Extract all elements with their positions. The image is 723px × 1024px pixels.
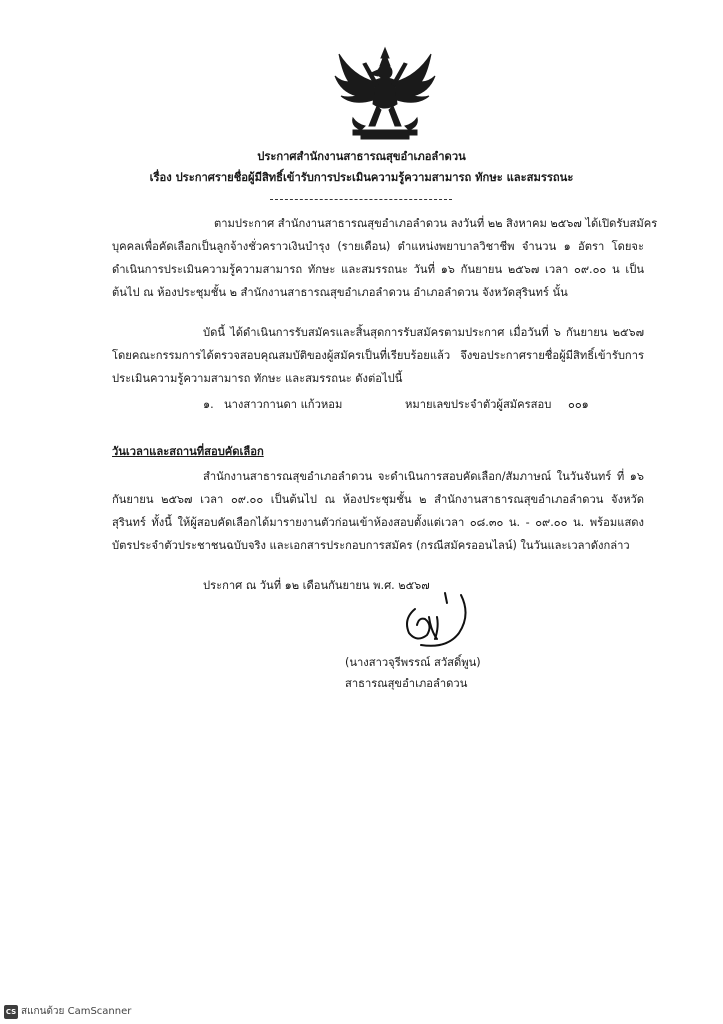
paragraph2-line2: โดยคณะกรรมการได้ตรวจสอบคุณสมบัติของผู้สมัครเป็นที่เรียบร้อยแล้ว จึงขอประกาศรายชื่อผู้มีสิทธิ์เข้ารับการ (112, 349, 644, 362)
document-title: ประกาศสำนักงานสาธารณสุขอำเภอลำดวน (257, 150, 466, 163)
candidate-id-value: ๐๐๑ (568, 398, 589, 411)
title-divider (270, 199, 452, 200)
scanner-watermark (4, 1004, 131, 1019)
exam-line2: กันยายน ๒๕๖๗ เวลา ๐๙.๐๐ เป็นต้นไป ณ ห้องประชุมชั้น ๒ สำนักงานสาธารณสุขอำเภอลำดวน จังหวัด (112, 493, 644, 506)
paragraph2-line3: ประเมินความรู้ความสามารถ ทักษะ และสมรรถนะ ดังต่อไปนี้ (112, 372, 403, 385)
signatory-position: สาธารณสุขอำเภอลำดวน (345, 677, 468, 690)
paragraph1-line3: ดำเนินการประเมินความรู้ความสามารถ ทักษะ และสมรรถนะ วันที่ ๑๖ กันยายน ๒๕๖๗ เวลา ๐๙.๐๐ น เป็น (112, 263, 644, 276)
paragraph1-line4: ต้นไป ณ ห้องประชุมชั้น ๒ สำนักงานสาธารณสุขอำเภอลำดวน อำเภอลำดวน จังหวัดสุรินทร์ นั้น (112, 286, 568, 299)
exam-line3: สุรินทร์ ทั้งนี้ ให้ผู้สอบคัดเลือกได้มารายงานตัวก่อนเข้าห้องสอบตั้งแต่เวลา ๐๘.๓๐ น. - ๐๙.๐๐ น. พร้อมแสดง (112, 516, 644, 529)
signatory-name: (นางสาวจุรีพรรณ์ สวัสดิ์พูน) (345, 656, 481, 669)
candidate-number: ๑. (203, 398, 214, 411)
exam-line1: สำนักงานสาธารณสุขอำเภอลำดวน จะดำเนินการสอบคัดเลือก/สัมภาษณ์ ในวันจันทร์ ที่ ๑๖ (203, 470, 644, 483)
paragraph1-line2: บุคคลเพื่อคัดเลือกเป็นลูกจ้างชั่วคราวเงินบำรุง (รายเดือน) ตำแหน่งพยาบาลวิชาชีพ จำนวน ๑ อัตรา โดยจะ (112, 240, 644, 253)
paragraph2-line1: บัดนี้ ได้ดำเนินการรับสมัครและสิ้นสุดการรับสมัครตามประกาศ เมื่อวันที่ ๖ กันยายน ๒๕๖๗ (203, 326, 644, 339)
garuda-emblem-icon (331, 46, 439, 142)
scanner-watermark-text: สแกนด้วย CamScanner (21, 1006, 132, 1017)
exam-line4: บัตรประจำตัวประชาชนฉบับจริง และเอกสารประกอบการสมัคร (กรณีสมัครออนไลน์) ในวันและเวลาดังกล่าว (112, 539, 630, 552)
exam-section-heading: วันเวลาและสถานที่สอบคัดเลือก (112, 445, 264, 458)
camscanner-logo-icon: CS (4, 1005, 18, 1019)
candidate-name: นางสาวกานดา แก้วหอม (224, 398, 343, 411)
paragraph1-line1: ตามประกาศ สำนักงานสาธารณสุขอำเภอลำดวน ลงวันที่ ๒๒ สิงหาคม ๒๕๖๗ ได้เปิดรับสมัคร (214, 217, 658, 230)
announcement-date: ประกาศ ณ วันที่ ๑๒ เดือนกันยายน พ.ศ. ๒๕๖๗ (203, 579, 430, 592)
candidate-id-label: หมายเลขประจำตัวผู้สมัครสอบ (405, 398, 552, 411)
document-subject: เรื่อง ประกาศรายชื่อผู้มีสิทธิ์เข้ารับการประเมินความรู้ความสามารถ ทักษะ และสมรรถนะ (149, 171, 574, 184)
